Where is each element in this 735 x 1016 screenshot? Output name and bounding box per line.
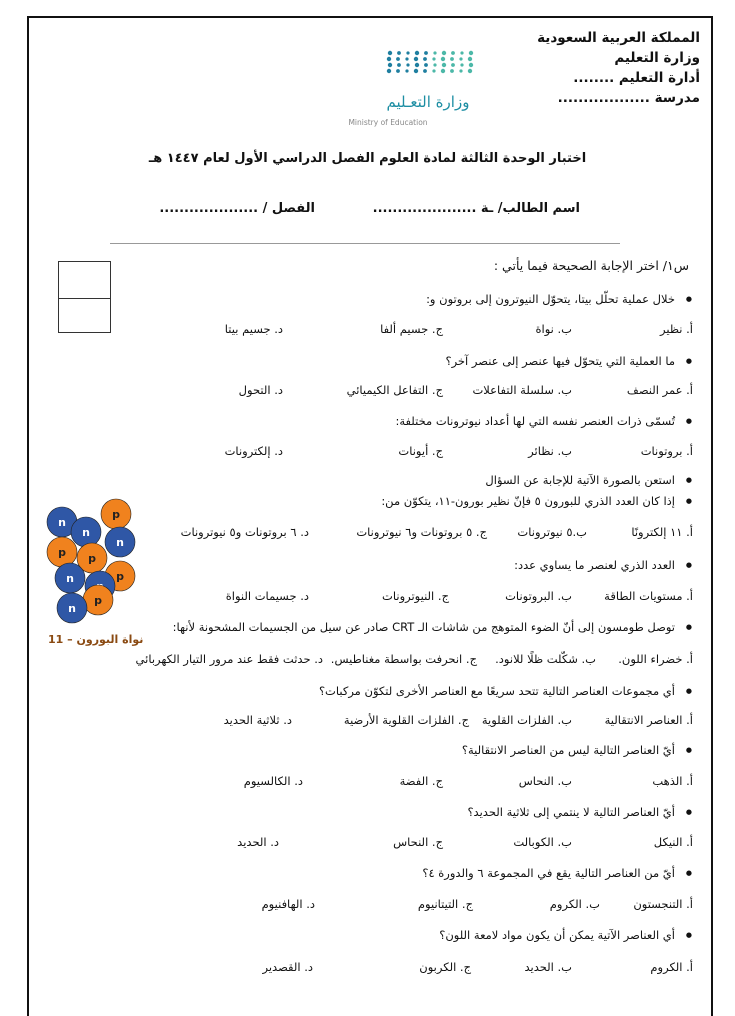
question-9: ● أيّ العناصر التالية لا ينتمي إلى ثلاثية الحديد؟ bbox=[467, 805, 675, 819]
proton-label: p bbox=[58, 546, 66, 559]
boron-nucleus-figure bbox=[40, 490, 155, 640]
q3-option-c[interactable]: ج. أيونات bbox=[398, 444, 443, 458]
q4-option-d[interactable]: د. ٦ بروتونات و٥ نيوترونات bbox=[180, 525, 309, 539]
q10-option-a[interactable]: أ. التنجستون bbox=[633, 897, 693, 911]
question-4: ● إذا كان العدد الذري للبورون ٥ فإنّ نظير بورون-١١، يتكوّن من: bbox=[381, 494, 675, 508]
question-6: ● توصل طومسون إلى أنّ الضوء المتوهج من شاشات الـ CRT صادر عن سيل من الجسيمات المشحونة لأنها: bbox=[173, 620, 675, 634]
header-block bbox=[510, 28, 700, 108]
q9-option-d[interactable]: د. الحديد bbox=[237, 835, 279, 849]
q7-option-d[interactable]: د. ثلاثية الحديد bbox=[223, 713, 292, 727]
proton-label: p bbox=[94, 594, 102, 607]
q6-option-c[interactable]: ج. انحرفت بواسطة مغناطيس. bbox=[330, 652, 477, 666]
divider bbox=[110, 243, 620, 244]
neutron-label: n bbox=[66, 572, 74, 585]
q6-option-d[interactable]: د. حدثت فقط عند مرور التيار الكهربائي bbox=[135, 652, 323, 666]
logo-english-text: Ministry of Education bbox=[348, 118, 428, 127]
q4-option-b[interactable]: ب.٥ نيوترونات bbox=[517, 525, 587, 539]
q9-option-b[interactable]: ب. الكوبالت bbox=[513, 835, 572, 849]
header-kingdom: المملكة العربية السعودية bbox=[537, 30, 700, 46]
question-7: ● أي مجموعات العناصر التالية تتحد سريعًا مع العناصر الأخرى لتكوّن مركبات؟ bbox=[319, 684, 675, 698]
q8-option-c[interactable]: ج. الفضة bbox=[399, 774, 443, 788]
question-1: ● خلال عملية تحلّل بيتا، يتحوّل النيوترون إلى بروتون و: bbox=[426, 292, 675, 306]
nucleus-caption: نواة البورون – 11 bbox=[48, 633, 144, 646]
q10-option-c[interactable]: ج. التيتانيوم bbox=[417, 897, 473, 911]
q5-option-b[interactable]: ب. البروتونات bbox=[505, 589, 572, 603]
exam-title: اختبار الوحدة الثالثة لمادة العلوم الفصل الدراسي الأول لعام ١٤٤٧ هـ bbox=[148, 151, 587, 166]
q1-option-a[interactable]: أ. نظير bbox=[660, 322, 693, 336]
q7-option-a[interactable]: أ. العناصر الانتقالية bbox=[604, 713, 693, 727]
header-administration: أدارة التعليم ........ bbox=[573, 70, 700, 86]
q5-option-a[interactable]: أ. مستويات الطاقة bbox=[604, 589, 693, 603]
q8-option-d[interactable]: د. الكالسيوم bbox=[243, 774, 303, 788]
student-name-field: اسم الطالب/ ـة ..................... bbox=[372, 201, 580, 216]
q4-option-c[interactable]: ج. ٥ بروتونات و٦ نيوترونات bbox=[356, 525, 487, 539]
q6-option-a[interactable]: أ. خضراء اللون. bbox=[618, 652, 693, 666]
score-box bbox=[58, 261, 111, 333]
class-field: الفصل / .................... bbox=[159, 201, 315, 216]
q3-option-d[interactable]: د. إلكترونات bbox=[224, 444, 283, 458]
neutron-label: n bbox=[82, 526, 90, 539]
q7-option-c[interactable]: ج. الفلزات القلوية الأرضية bbox=[343, 713, 469, 727]
neutron-label: n bbox=[68, 602, 76, 615]
q2-option-a[interactable]: أ. عمر النصف bbox=[626, 383, 693, 397]
q3-option-b[interactable]: ب. نظائر bbox=[528, 444, 572, 458]
q2-option-b[interactable]: ب. سلسلة التفاعلات bbox=[472, 383, 572, 397]
question-10: ● أيّ من العناصر التالية يقع في المجموعة ٦ والدورة ٤؟ bbox=[422, 866, 675, 880]
proton-label: p bbox=[112, 508, 120, 521]
proton-label: p bbox=[116, 570, 124, 583]
question-5: ● العدد الذري لعنصر ما يساوي عدد: bbox=[514, 558, 675, 572]
q1-option-b[interactable]: ب. نواة bbox=[535, 322, 572, 336]
q5-option-d[interactable]: د. جسيمات النواة bbox=[225, 589, 309, 603]
q8-option-b[interactable]: ب. النحاس bbox=[518, 774, 572, 788]
q9-option-a[interactable]: أ. النيكل bbox=[653, 835, 693, 849]
ministry-logo bbox=[330, 45, 490, 130]
question-4-hint: ● استعن بالصورة الآتية للإجابة عن السؤال bbox=[485, 473, 675, 487]
header-ministry: وزارة التعليم bbox=[614, 50, 700, 66]
q11-option-d[interactable]: د. القصدير bbox=[262, 960, 313, 974]
q4-option-a[interactable]: أ. ١١ إلكترونًا bbox=[631, 525, 693, 539]
proton-label: p bbox=[88, 552, 96, 565]
neutron-label: n bbox=[116, 536, 124, 549]
q11-option-c[interactable]: ج. الكربون bbox=[419, 960, 471, 974]
question-header: س١/ اختر الإجابة الصحيحة فيما يأتي : bbox=[493, 258, 689, 273]
q3-option-a[interactable]: أ. بروتونات bbox=[640, 444, 693, 458]
q10-option-d[interactable]: د. الهافنيوم bbox=[261, 897, 315, 911]
q10-option-b[interactable]: ب. الكروم bbox=[549, 897, 600, 911]
question-8: ● أيّ العناصر التالية ليس من العناصر الانتقالية؟ bbox=[462, 743, 675, 757]
q1-option-d[interactable]: د. جسيم بيتا bbox=[224, 322, 283, 336]
logo-dots-icon bbox=[387, 51, 473, 73]
header-school: مدرسة .................. bbox=[557, 90, 700, 106]
q6-option-b[interactable]: ب. شكّلت ظلًا للانود. bbox=[495, 652, 596, 666]
q1-option-c[interactable]: ج. جسيم ألفا bbox=[380, 322, 443, 336]
logo-arabic-text: وزارة التعـليم bbox=[386, 93, 470, 111]
q9-option-c[interactable]: ج. النحاس bbox=[393, 835, 443, 849]
neutron-label: n bbox=[58, 516, 66, 529]
q2-option-d[interactable]: د. التحول bbox=[238, 383, 283, 397]
question-2: ● ما العملية التي يتحوّل فيها عنصر إلى عنصر آخر؟ bbox=[445, 354, 675, 368]
q11-option-b[interactable]: ب. الحديد bbox=[524, 960, 572, 974]
question-3: ● تُسمّى ذرات العنصر نفسه التي لها أعداد نيوترونات مختلفة: bbox=[395, 414, 675, 428]
q7-option-b[interactable]: ب. الفلزات القلوية bbox=[481, 713, 572, 727]
q5-option-c[interactable]: ج. النيوترونات bbox=[382, 589, 449, 603]
q2-option-c[interactable]: ج. التفاعل الكيميائي bbox=[346, 383, 443, 397]
q11-option-a[interactable]: أ. الكروم bbox=[650, 960, 693, 974]
q8-option-a[interactable]: أ. الذهب bbox=[652, 774, 693, 788]
question-11: ● أي العناصر الآتية يمكن أن يكون مواد لامعة اللون؟ bbox=[439, 928, 675, 942]
